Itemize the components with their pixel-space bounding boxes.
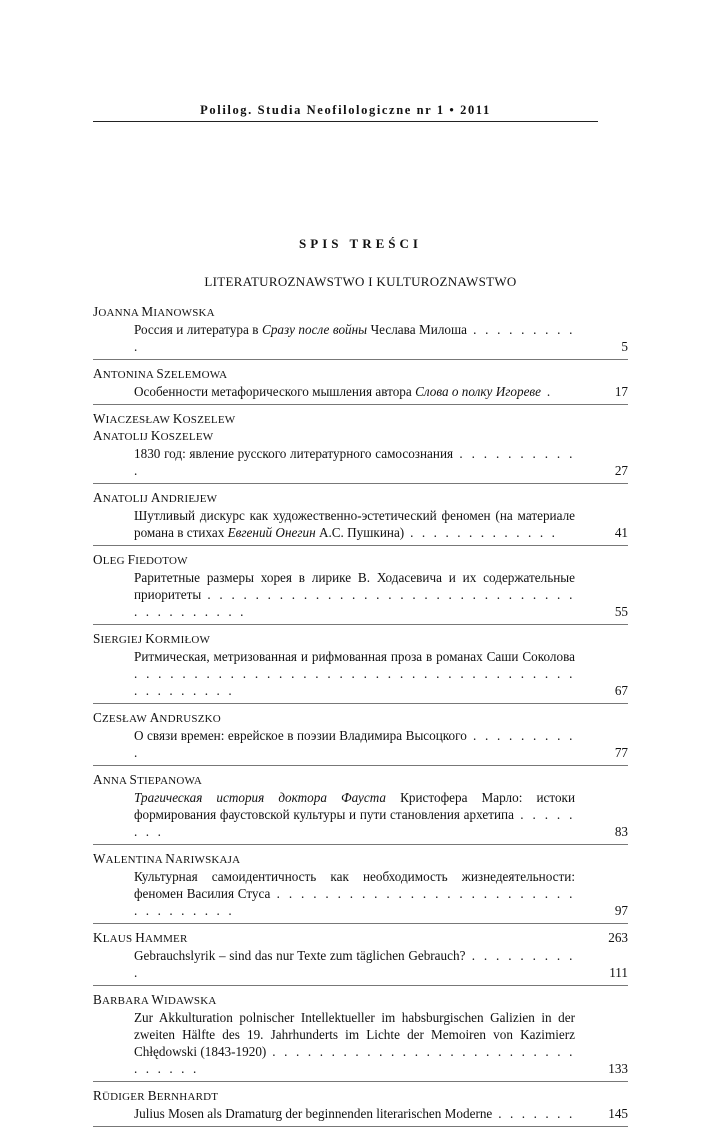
table-of-contents [93,304,628,1133]
author-name: CZESŁAW ANDRUSZKO [93,710,221,725]
toc-entry [93,772,628,845]
article-title: Zur Akkulturation polnischer Intellektueller im habsburgischen Galizien in der zweiten Hälfte des 19. Jahrhunderts im Lichte der Memoiren von Kazimierz Chłędowski (1843-1920) . . . . . . . . . . . . . . . . . . . . . . . . . . . . . . . . [134,1010,575,1076]
page-ref: 67 [614,683,628,698]
page-ref: 41 [614,525,628,540]
author-name: OLEG FIEDOTOW [93,552,188,567]
journal-header: Polilog. Studia Neofilologiczne nr 1 • 2011 [200,103,491,117]
page-title: SPIS TREŚCI [299,236,422,251]
author-name: JOANNA MIANOWSKA [93,304,215,319]
page-ref: 27 [614,463,628,478]
article-title: Трагическая история доктора Фауста Кристофера Марло: истоки формирования фаустовской культуры и пути становления архетипа . . . . . . . . [134,790,576,839]
author-name: WIACZESŁAW KOSZELEW [93,411,236,426]
page-ref: 145 [608,1106,628,1121]
toc-entry [93,992,628,1082]
article-title: Россия и литература в Сразу после войны Чеслава Милоша . . . . . . . . . . [134,322,575,354]
article-title: Особенности метафорического мышления автора Слова о полку Игореве . [134,384,553,399]
section-heading: LITERATUROZNAWSTWO I KULTUROZNAWSTWO [204,274,517,289]
leader-dots: . . . . . . . . . . . . . . . . . . . . . . . . . . . . . . . . . . [134,886,575,918]
page-ref: 17 [614,384,628,399]
author-name: ANTONINA SZELEMOWA [93,366,228,381]
article-title: Ритмическая, метризованная и рифмованная проза в романах Саши Соколова . . . . . . . . . . . . . . . . . . . . . . . . . . . . . . . . . . . . . . . . . . . . . . [134,649,575,698]
toc-entry [93,1088,628,1127]
article-title: Раритетные размеры хорея в лирике В. Ходасевича и их содержательные приоритеты . . . . . . . . . . . . . . . . . . . . . . . . . . . . . . . . . . . . . . . . . [134,570,575,619]
toc-entry [93,710,628,766]
page-ref: 133 [608,1061,628,1076]
author-name: SIERGIEJ KORMIŁOW [93,631,211,646]
page-ref: 111 [609,965,628,980]
leader-dots: . . . . . . . . . . . . . . . . . . . . . . . . . . . . . . . . . . . . . . . . . [134,587,575,619]
leader-dots: . . . . . . . . . . [134,948,575,980]
author-name: BARBARA WIDAWSKA [93,992,217,1007]
leader-dots: . . . . . . . . . . . . . [404,525,558,540]
header-rule [93,121,598,122]
leader-dots: . . . . . . . . [134,807,576,839]
leader-dots: . [541,384,553,399]
author-name: ANATOLIJ ANDRIEJEW [93,490,218,505]
leader-dots: . . . . . . . . . . [134,322,575,354]
toc-entry [93,631,628,704]
author-name: WALENTINA NARIWSKAJA [93,851,241,866]
leader-dots: . . . . . . . . . . . [134,446,576,478]
author-name: ANNA STIEPANOWA [93,772,203,787]
leader-dots: . . . . . . . [492,1106,575,1121]
article-title: Шутливый дискурс как художественно-эстетический феномен (на материале романа в стихах Евгений Онегин А.С. Пушкина) . . . . . . . . . . . . . [134,508,575,540]
page-ref: 5 [621,339,628,354]
article-title: Julius Mosen als Dramaturg der beginnenden literarischen Moderne . . . . . . . [134,1106,575,1121]
page-ref: 83 [614,824,628,839]
toc-entry [93,851,628,924]
page-ref: 77 [614,745,628,760]
article-title: Gebrauchslyrik – sind das nur Texte zum täglichen Gebrauch? . . . . . . . . . . [134,948,575,980]
article-title: Культурная самоидентичность как необходимость жизнедеятельности: феномен Василия Стуса . . . . . . . . . . . . . . . . . . . . . . . . . . . . . . . . . . [134,869,575,918]
leader-dots: . . . . . . . . . . [134,728,575,760]
leader-dots: . . . . . . . . . . . . . . . . . . . . . . . . . . . . . . . . . . . . . . . . . . . . . . [134,666,575,698]
toc-entry [93,366,628,405]
article-title: О связи времен: еврейское в поэзии Владимира Высоцкого . . . . . . . . . . [134,728,575,760]
page-ref: 97 [614,903,628,918]
author-name: ANATOLIJ KOSZELEW [93,428,214,443]
toc-entry [93,552,628,625]
leader-dots: . . . . . . . . . . . . . . . . . . . . . . . . . . . . . . . . [134,1044,575,1076]
author-name: KLAUS HAMMER [93,930,188,945]
author-name: RÜDIGER BERNHARDT [93,1088,219,1103]
toc-entry [93,304,628,360]
toc-entry [93,411,628,484]
toc-entry [93,490,628,546]
article-title: 1830 год: явление русского литературного самосознания . . . . . . . . . . . [134,446,576,478]
toc-entry [93,930,628,986]
page-ref: 55 [614,604,628,619]
page-number: 263 [608,930,628,945]
